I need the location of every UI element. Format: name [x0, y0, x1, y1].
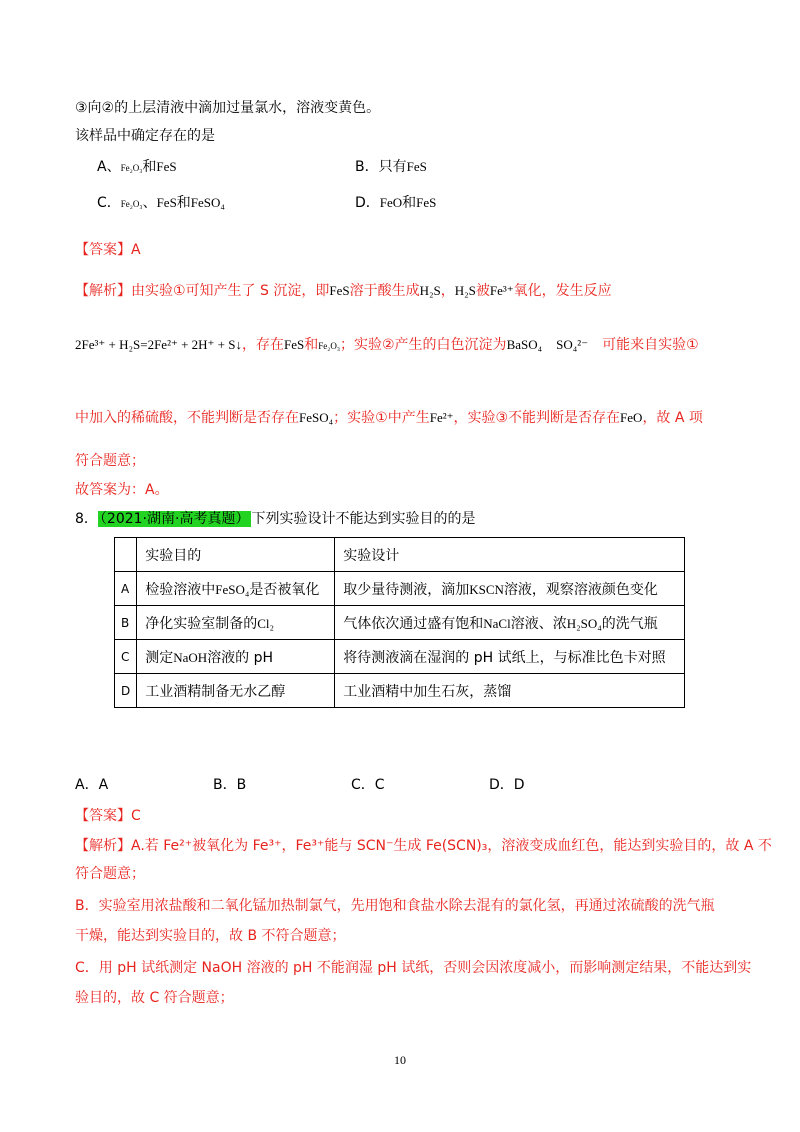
analysis-text: ， [440, 283, 455, 299]
formula: H₂SO₄ [566, 615, 602, 631]
row-id: B [115, 606, 137, 640]
formula: FeSO₄ [299, 410, 334, 425]
cell-text: 溶液、浓 [510, 615, 567, 632]
formula: Cl₂ [257, 615, 275, 631]
table-row [115, 572, 685, 606]
answer-label: 【答案】 [75, 242, 131, 258]
cell-text: 测定 [145, 649, 174, 666]
analysis-text: 可能来自实验① [602, 337, 699, 353]
q7-answer [75, 240, 141, 260]
option-letter: A、 [97, 159, 121, 175]
q8-option-b[interactable]: B．B [213, 777, 247, 793]
q8-analysis-line-5: C．用 pH 试纸测定 NaOH 溶液的 pH 不能润湿 pH 试纸，否则会因浓度减小，而影响测定结果，不能达到实 [75, 960, 752, 976]
q8-analysis-line-3: B．实验室用浓盐酸和二氧化锰加热制氯气，先用饱和食盐水除去混有的氯化氢，再通过浓硫酸的洗气瓶 [75, 898, 715, 914]
q8-analysis-line-1 [75, 836, 772, 856]
source-badge: （2021·湖南·高考真题） [99, 511, 250, 527]
design-cell [335, 606, 685, 640]
formula: H₂S [454, 283, 476, 298]
q7-analysis-line-1 [75, 281, 612, 301]
analysis-text: ，故 A 项 [642, 410, 703, 426]
table-row [115, 606, 685, 640]
q8-analysis-line-6: 验目的，故 C 符合题意； [75, 990, 234, 1006]
option-d[interactable] [355, 193, 436, 213]
question-line: 该样品中确定存在的是 [75, 128, 215, 144]
option-letter: C． [97, 195, 121, 211]
analysis-text: 被 [475, 283, 490, 299]
analysis-text: 和 [304, 337, 319, 353]
analysis-text: ；实验②产生的白色沉淀为 [340, 337, 507, 353]
answer-label: 【答案】 [75, 808, 131, 824]
formula: FeS [156, 195, 177, 210]
formula: NaCl [483, 615, 511, 631]
formula: NaOH [173, 649, 208, 665]
design-cell: 将待测液滴在湿润的 pH 试纸上，与标准比色卡对照 [335, 640, 685, 674]
q7-analysis-line-4: 符合题意； [75, 453, 145, 469]
purpose-cell [137, 606, 335, 640]
q8-stem [75, 509, 475, 529]
option-letter: D． [355, 195, 380, 211]
q7-analysis-line-5: 故答案为：A。 [75, 482, 169, 498]
cell-text: 是否被氧化 [249, 581, 320, 598]
q8-analysis-line-4: 干燥，能达到实验目的，故 B 不符合题意； [75, 928, 346, 944]
formula: FeS [283, 337, 305, 352]
formula: FeSO₄ [215, 581, 250, 597]
table-row [115, 674, 685, 708]
formula: Fe₂O₃ [318, 341, 340, 351]
formula: FeS [329, 283, 350, 298]
table-header [115, 538, 137, 572]
analysis-text: 由实验①可知产生了 S 沉淀，即 [131, 283, 330, 299]
formula: H₂S [419, 283, 441, 298]
option-b[interactable] [355, 157, 427, 177]
option-sep: 、 [142, 195, 157, 211]
q8-analysis-line-2: 符合题意； [75, 866, 145, 882]
analysis-text: 溶于酸生成 [349, 283, 420, 299]
answer-value: A [131, 242, 141, 258]
table-header: 实验设计 [335, 538, 685, 572]
formula: FeS [156, 159, 177, 174]
row-id: C [115, 640, 137, 674]
formula: BaSO₄ [506, 337, 543, 352]
cell-text: 气体依次通过盛有饱和 [343, 615, 484, 632]
analysis-label: 【解析】 [75, 283, 131, 299]
formula: FeS [406, 159, 427, 174]
formula: Fe³⁺ [489, 283, 514, 298]
answer-value: C [131, 808, 141, 824]
question-text: 下列实验设计不能达到实验目的的是 [251, 511, 476, 527]
q8-option-d[interactable]: D．D [489, 777, 525, 793]
analysis-text: 氧化，发生反应 [513, 283, 612, 299]
table-header-row [115, 538, 685, 572]
analysis-label: 【解析】 [75, 838, 131, 854]
cell-text: 的洗气瓶 [601, 615, 658, 632]
formula: FeSO₄ [190, 195, 225, 210]
row-id: A [115, 572, 137, 606]
design-cell: 工业酒精中加生石灰，蒸馏 [335, 674, 685, 708]
q7-analysis-line-3 [75, 408, 703, 428]
analysis-text: ，实验③不能判断是否存在 [453, 410, 621, 426]
cell-text: 净化实验室制备的 [145, 615, 258, 632]
option-a[interactable] [97, 157, 177, 178]
formula: FeO [620, 410, 643, 425]
analysis-text: 中加入的稀硫酸，不能判断是否存在 [75, 410, 299, 426]
formula: KSCN [469, 581, 504, 597]
experiment-table [114, 537, 685, 708]
formula: FeS [416, 195, 437, 210]
q7-analysis-line-2 [75, 335, 699, 356]
cell-text: 溶液，观察溶液颜色变化 [503, 581, 658, 598]
formula: SO₄²⁻ [556, 337, 589, 352]
option-join: 和 [402, 195, 417, 211]
cell-text: 取少量待测液，滴加 [343, 581, 470, 598]
option-join: 和 [142, 159, 157, 175]
analysis-text: ；实验①中产生 [333, 410, 430, 426]
option-join: 和 [176, 195, 191, 211]
q8-option-c[interactable]: C．C [351, 777, 385, 793]
table-header: 实验目的 [137, 538, 335, 572]
formula: Fe²⁺ [429, 410, 454, 425]
row-id: D [115, 674, 137, 708]
formula: FeO [379, 195, 403, 210]
design-cell [335, 572, 685, 606]
q8-answer [75, 806, 141, 826]
option-c[interactable] [97, 193, 225, 214]
purpose-cell [137, 572, 335, 606]
step3-line: ③向②的上层清液中滴加过量氯水，溶液变黄色。 [75, 100, 381, 116]
page-number: 10 [394, 1053, 406, 1067]
cell-text: 检验溶液中 [145, 581, 216, 598]
analysis-text: A.若 Fe²⁺被氧化为 Fe³⁺，Fe³⁺能与 SCN⁻生成 Fe(SCN)₃，溶液变成血红色，能达到实验目的，故 A 不 [131, 838, 772, 854]
purpose-cell: 工业酒精制备无水乙醇 [137, 674, 335, 708]
formula: Fe₂O₃ [120, 199, 143, 209]
equation: 2Fe³⁺ + H₂S=2Fe²⁺ + 2H⁺ + S↓ [75, 337, 242, 352]
table-row [115, 640, 685, 674]
formula: Fe₂O₃ [120, 163, 143, 173]
q8-option-a[interactable]: A．A [75, 777, 109, 793]
purpose-cell [137, 640, 335, 674]
analysis-text: ，存在 [241, 337, 284, 353]
question-number: 8． [75, 511, 98, 527]
cell-text: 溶液的 pH [207, 649, 274, 666]
option-letter: B．只有 [355, 159, 407, 175]
